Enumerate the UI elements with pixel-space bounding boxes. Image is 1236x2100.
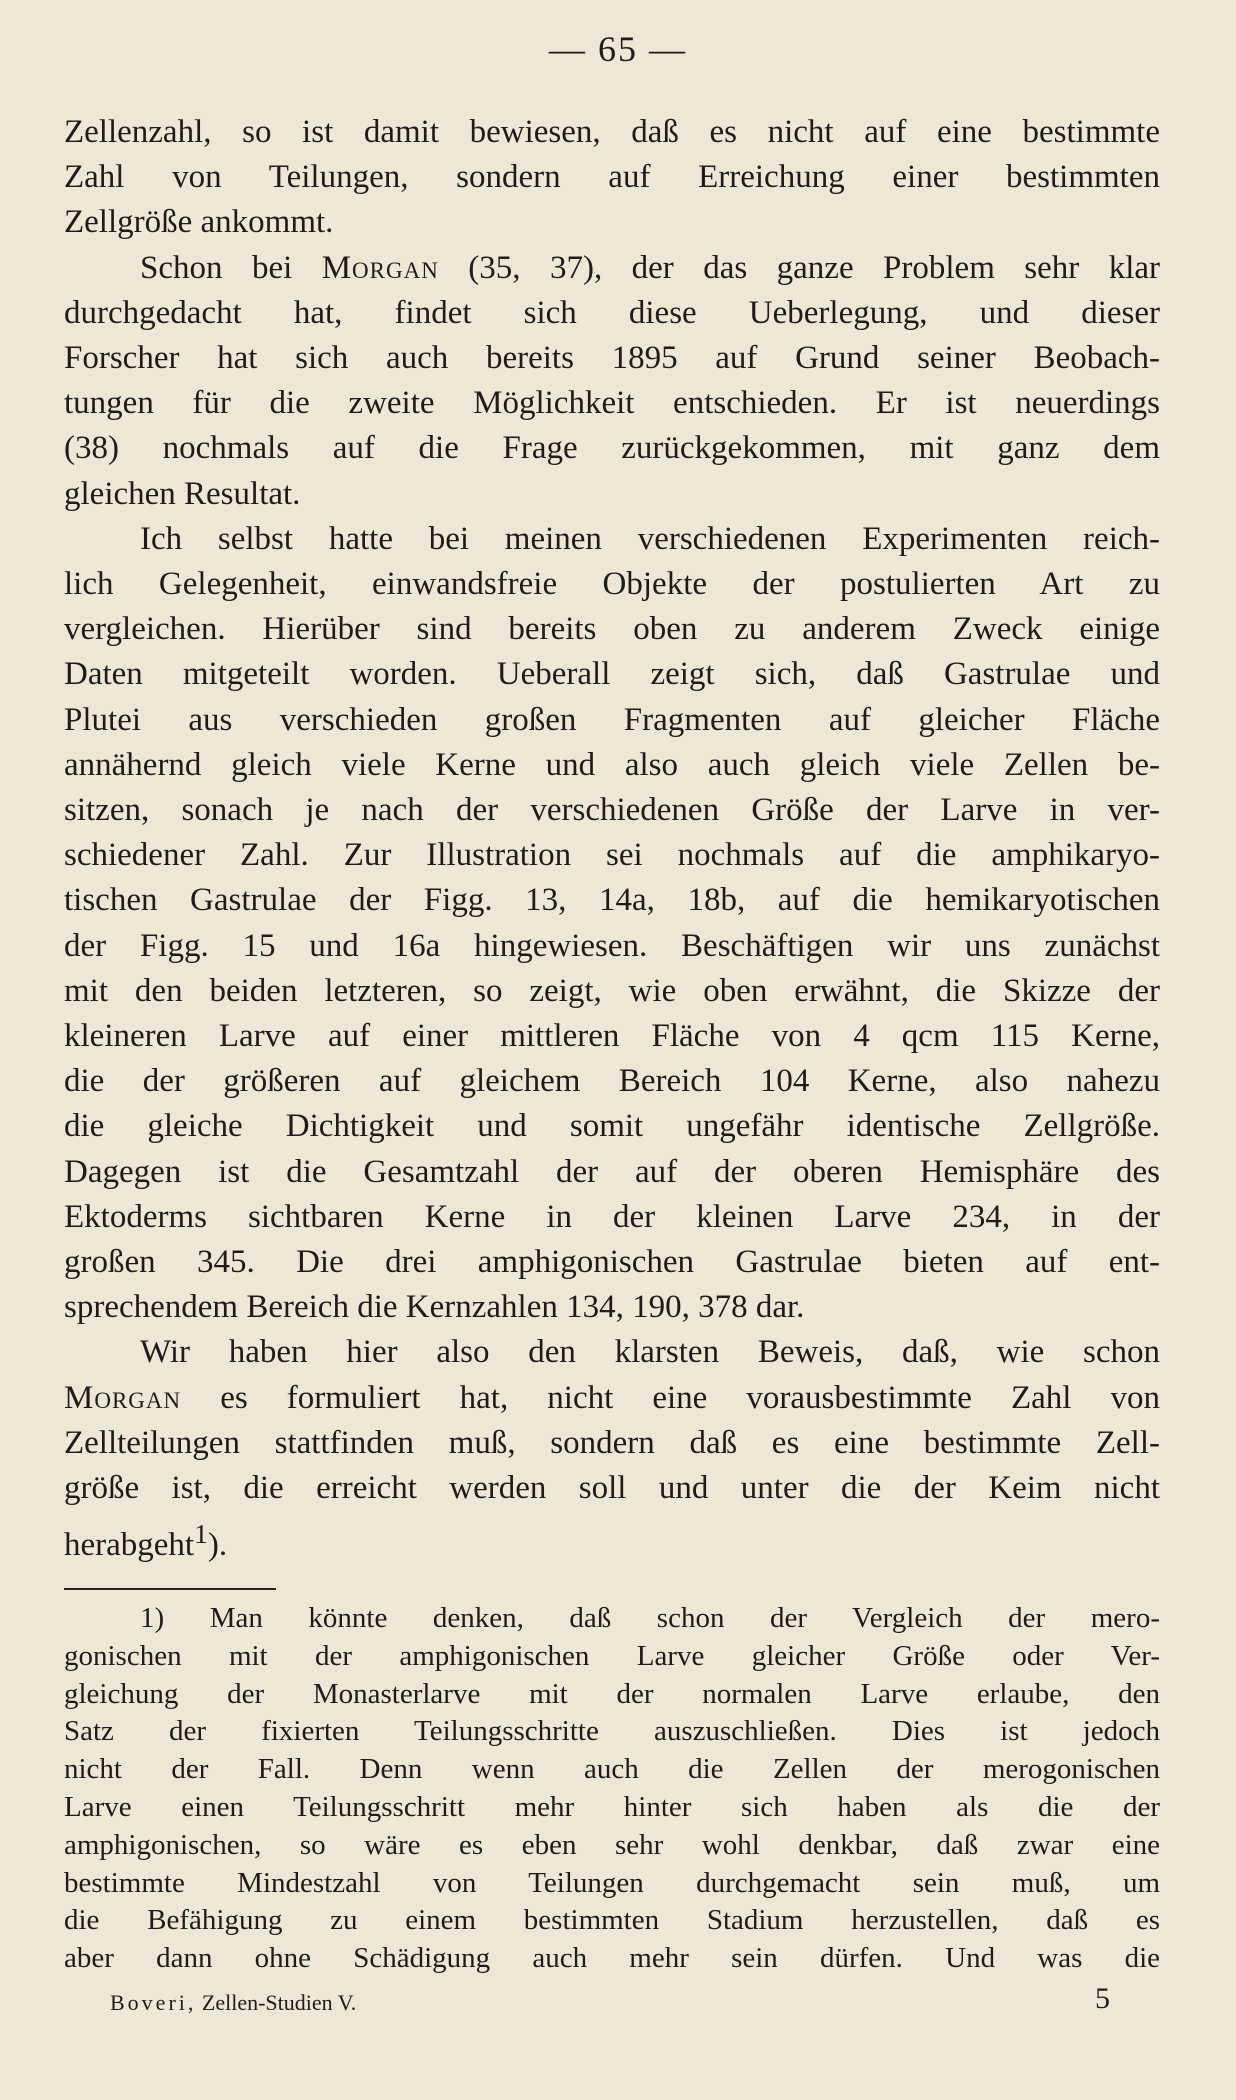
text-fragment: herabgeht (64, 1527, 195, 1564)
text-fragment: ). (207, 1527, 228, 1564)
text-line: Zahl von Teilungen, sondern auf Erreichung einer bestimmten (64, 159, 1160, 196)
author-name: Morgan (64, 1379, 182, 1416)
text-line: der Figg. 15 und 16a hingewiesen. Beschäftigen wir uns zunächst (64, 927, 1160, 964)
text-line (64, 1511, 1160, 1568)
paragraph-1 (64, 110, 1160, 246)
text-line: Dagegen ist die Gesamtzahl der auf der oberen Hemisphäre des (64, 1153, 1160, 1190)
text-fragment: Schon bei (140, 249, 293, 286)
paragraph-4 (64, 1330, 1160, 1568)
footnote-line: gleichung der Monasterlarve mit der normalen Larve erlaube, den (64, 1677, 1160, 1710)
text-line: Zellenzahl, so ist damit bewiesen, daß es nicht auf eine bestimmte (64, 114, 1160, 150)
text-line: Zellgröße ankommt. (64, 204, 334, 241)
text-line: Zellteilungen stattfinden muß, sondern daß es eine bestimmte Zell- (64, 1424, 1160, 1461)
page-number: — 65 — (549, 29, 687, 69)
text-line: Forscher hat sich auch bereits 1895 auf Grund seiner Beobach- (64, 340, 1160, 377)
footnote-divider (64, 1588, 276, 1590)
text-line: vergleichen. Hierüber sind bereits oben zu anderem Zweck einige (64, 611, 1160, 648)
text-line: lich Gelegenheit, einwandsfreie Objekte der postulierten Art zu (64, 566, 1160, 603)
text-line: größe ist, die erreicht werden soll und unter die der Keim nicht (64, 1470, 1160, 1507)
paragraph-2 (64, 246, 1160, 517)
text-line: annähernd gleich viele Kerne und also auch gleich viele Zellen be- (64, 746, 1160, 783)
text-line: sitzen, sonach je nach der verschiedenen Größe der Larve in ver- (64, 792, 1160, 829)
footnote-line: 1) Man könnte denken, daß schon der Vergleich der mero- (140, 1602, 1160, 1634)
author-name: Morgan (321, 249, 439, 286)
text-line: Daten mitgeteilt worden. Ueberall zeigt sich, daß Gastrulae und (64, 656, 1160, 693)
text-line: großen 345. Die drei amphigonischen Gastrulae bieten auf ent- (64, 1244, 1160, 1281)
main-text (64, 110, 1160, 1569)
text-line (64, 246, 1160, 291)
text-line: Wir haben hier also den klarsten Beweis, daß, wie schon (140, 1334, 1160, 1371)
text-line: gleichen Resultat. (64, 475, 301, 512)
text-fragment: (35, 37), der das ganze Problem sehr klar (468, 249, 1161, 286)
text-line: sprechendem Bereich die Kernzahlen 134, 190, 378 dar. (64, 1289, 805, 1326)
text-line: kleineren Larve auf einer mittleren Fläche von 4 qcm 115 Kerne, (64, 1018, 1160, 1055)
text-line: die gleiche Dichtigkeit und somit ungefähr identische Zellgröße. (64, 1108, 1160, 1145)
footer-author: Boveri, (110, 1990, 197, 2015)
footnote-line: amphigonischen, so wäre es eben sehr wohl denkbar, daß zwar eine (64, 1828, 1160, 1861)
text-line: Ich selbst hatte bei meinen verschiedenen Experimenten reich- (140, 520, 1160, 557)
signature-mark: 5 (1095, 1982, 1110, 2015)
text-line: (38) nochmals auf die Frage zurückgekommen, mit ganz dem (64, 430, 1160, 467)
text-line: durchgedacht hat, findet sich diese Ueberlegung, und dieser (64, 294, 1160, 331)
footnote-line: Larve einen Teilungsschritt mehr hinter sich haben als die der (64, 1790, 1160, 1823)
text-fragment: es formuliert hat, nicht eine vorausbestimmte Zahl von (220, 1379, 1160, 1416)
page-footer (110, 1982, 1110, 2016)
footer-title: Zellen-Studien V. (201, 1990, 357, 2015)
text-line: tischen Gastrulae der Figg. 13, 14a, 18b, auf die hemikaryotischen (64, 882, 1160, 919)
text-line: die der größeren auf gleichem Bereich 104 Kerne, also nahezu (64, 1063, 1160, 1100)
text-line: Ektoderms sichtbaren Kerne in der kleinen Larve 234, in der (64, 1198, 1160, 1235)
footnote-line: nicht der Fall. Denn wenn auch die Zellen der merogonischen (64, 1753, 1160, 1786)
text-line: Plutei aus verschieden großen Fragmenten auf gleicher Fläche (64, 701, 1160, 738)
footnote-ref: 1 (194, 1518, 208, 1550)
footnote (64, 1600, 1160, 1978)
footnote-line: bestimmte Mindestzahl von Teilungen durchgemacht sein muß, um (64, 1866, 1160, 1899)
text-line (64, 1376, 1160, 1421)
text-line: tungen für die zweite Möglichkeit entschieden. Er ist neuerdings (64, 385, 1160, 422)
paragraph-3 (64, 517, 1160, 1331)
footnote-line: Satz der fixierten Teilungsschritte auszuschließen. Dies ist jedoch (64, 1715, 1160, 1748)
footnote-line: gonischen mit der amphigonischen Larve gleicher Größe oder Ver- (64, 1639, 1160, 1672)
footnote-line: aber dann ohne Schädigung auch mehr sein dürfen. Und was die (64, 1942, 1160, 1975)
text-line: schiedener Zahl. Zur Illustration sei nochmals auf die amphikaryo- (64, 837, 1160, 874)
text-line: mit den beiden letzteren, so zeigt, wie oben erwähnt, die Skizze der (64, 972, 1160, 1009)
footnote-line: die Befähigung zu einem bestimmten Stadium herzustellen, daß es (64, 1904, 1160, 1937)
